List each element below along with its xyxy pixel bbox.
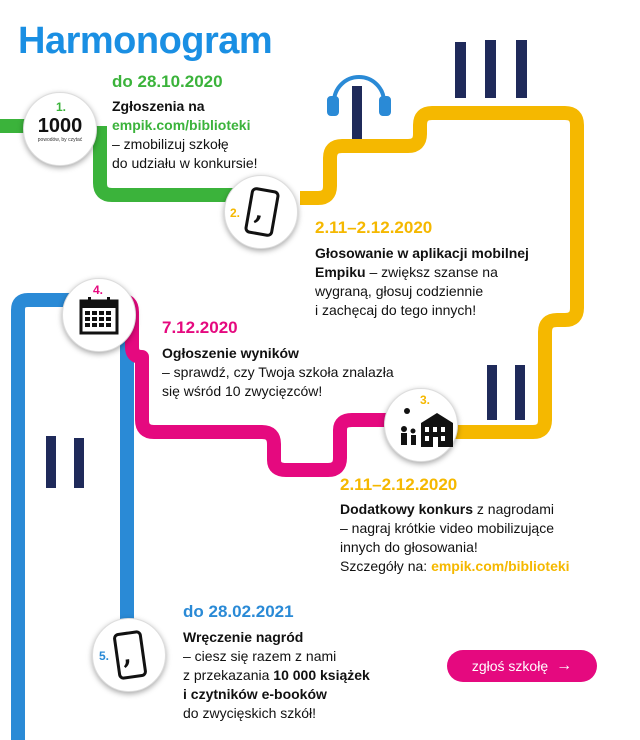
step-5-heading: Wręczenie nagród	[183, 629, 304, 645]
step-3-date: 2.11–2.12.2020	[340, 475, 458, 494]
step-2-heading: Głosowanie w aplikacji mobilnej	[315, 245, 529, 261]
step-5-line2: – ciesz się razem z nami	[183, 648, 337, 664]
school-icon	[385, 389, 457, 461]
step-5-text	[183, 628, 370, 723]
step-4-date: 7.12.2020	[162, 318, 238, 337]
step-1-heading: Zgłoszenia na	[112, 98, 205, 114]
calendar-icon	[63, 279, 135, 351]
step-2-line4: i zachęcaj do tego innych!	[315, 302, 477, 318]
svg-text:,: ,	[119, 639, 134, 671]
step-2-date: 2.11–2.12.2020	[315, 218, 433, 237]
step-5-number: 5.	[99, 649, 110, 663]
step-2-heading-2: Empiku	[315, 264, 366, 280]
step-5-bold4: i czytników e-booków	[183, 686, 327, 702]
step-3-line2: – nagraj krótkie video mobilizujące	[340, 520, 554, 536]
step-3-number: 3.	[420, 393, 431, 407]
page-title: Harmonogram	[18, 20, 273, 62]
step-4-line2: – sprawdź, czy Twoja szkoła znalazła	[162, 364, 394, 380]
step-5-badge	[92, 618, 166, 692]
step-5-date: do 28.02.2021	[183, 602, 294, 621]
step-1-text	[112, 97, 258, 173]
book-count-caption: powodów, by czytać	[37, 137, 83, 143]
step-3-badge	[384, 388, 458, 462]
step-1-number: 1.	[56, 100, 67, 114]
step-2-badge	[224, 175, 298, 249]
step-4-number: 4.	[93, 283, 104, 297]
step-3-text	[340, 500, 570, 576]
step-5-line3: z przekazania	[183, 667, 274, 683]
step-3-link[interactable]: empik.com/biblioteki	[431, 558, 570, 574]
step-4-heading: Ogłoszenie wyników	[162, 345, 299, 361]
step-1-link[interactable]: empik.com/biblioteki	[112, 117, 251, 133]
phone-app-icon	[225, 176, 297, 248]
step-3-heading: Dodatkowy konkurs	[340, 501, 474, 517]
step-1-line3: do udziału w konkursie!	[112, 155, 258, 171]
step-2-line3: wygraną, głosuj codziennie	[315, 283, 484, 299]
step-2-text	[315, 244, 529, 320]
step-1-badge	[23, 92, 97, 166]
step-1-line2: – zmobilizuj szkołę	[112, 136, 229, 152]
book-count-logo: 1000	[37, 115, 83, 137]
register-school-button[interactable]	[447, 650, 597, 682]
step-5-bold3: 10 000 książek	[273, 667, 370, 683]
step-4-text	[162, 344, 394, 401]
svg-text:,: ,	[252, 196, 267, 228]
arrow-right-icon: →	[556, 657, 573, 674]
step-1-date: do 28.10.2020	[112, 72, 223, 91]
step-4-line3: się wśród 10 zwycięzców!	[162, 383, 323, 399]
step-3-line1: z nagrodami	[473, 501, 554, 517]
step-5-line5: do zwycięskich szkół!	[183, 705, 317, 721]
step-3-line3: innych do głosowania!	[340, 539, 478, 555]
step-2-number: 2.	[230, 206, 241, 220]
step-4-badge	[62, 278, 136, 352]
step-3-line4: Szczegóły na:	[340, 558, 428, 574]
step-2-line2: – zwiększ szanse na	[365, 264, 498, 280]
register-school-label: zgłoś szkołę	[471, 658, 549, 674]
phone-app-icon	[93, 619, 165, 691]
